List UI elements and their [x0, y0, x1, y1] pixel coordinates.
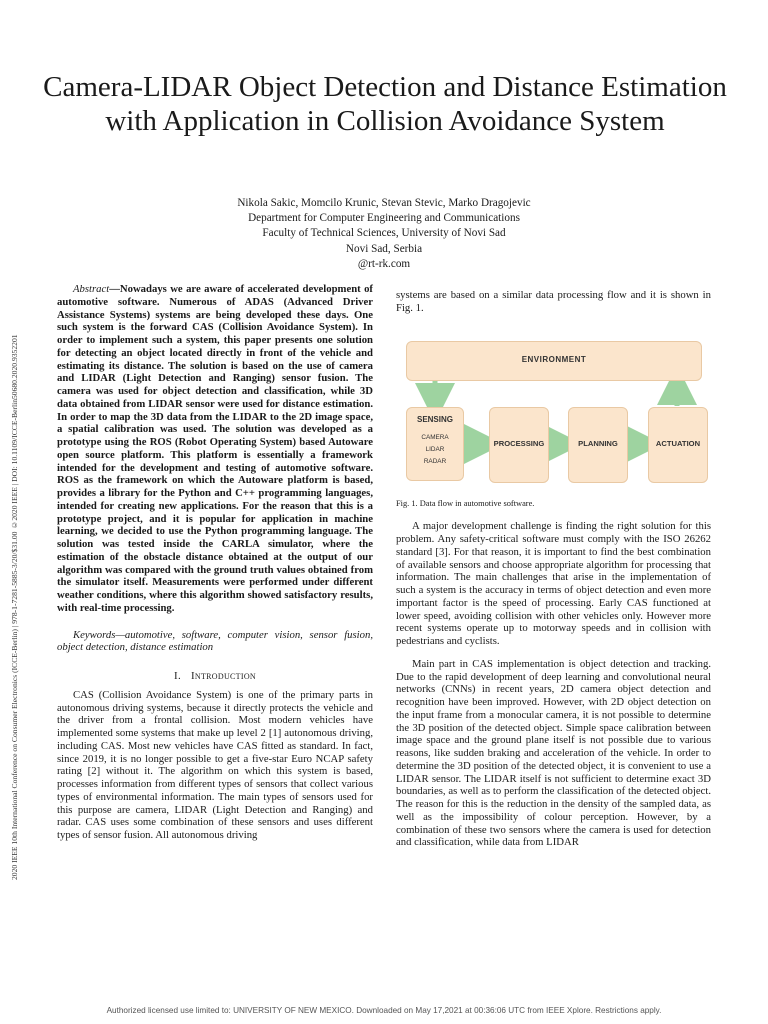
paper-title: Camera-LIDAR Object Detection and Distance Estimation with Application in Collision Avoidance System — [43, 71, 727, 137]
abstract — [57, 283, 373, 615]
author-email: @rt-rk.com — [357, 257, 411, 270]
challenge-paragraph: A major development challenge is finding the right solution for this problem. Any safety-critical software must comply with the ISO 26262 standard [3]. For that reason, it is important to find the best combination of available sensors and choose appropriate algorithm for processing that information. The main challenges that arise in the implementation of such a system is the accuracy in terms of object detection and even more important factor is the speed of processing. Early CAS functioned at lower speed, avoiding collision with other vehicles only. However more recent systems operate up to motorway speeds and in collision with pedestrians and cyclists. — [396, 520, 711, 647]
box-environment: ENVIRONMENT — [406, 341, 702, 381]
author-block — [100, 196, 668, 272]
author-faculty: Faculty of Technical Sciences, University of Novi Sad — [262, 227, 506, 240]
right-column — [396, 289, 711, 849]
figure-caption: Fig. 1. Data flow in automotive software. — [396, 498, 535, 508]
intro-paragraph: CAS (Collision Avoidance System) is one of the primary parts in autonomous driving systems, because it directly protects the vehicle and the driver from a frontal collision. Most modern vehicles have implemented some systems that make up level 2 [1] autonomous driving, including CAS. Most new vehicles have CAS fitted as standard. In fact, since 2019, it is no longer possible to get a five-star Euro NCAP safety rating [2] without it. The algorithm on which this system is based, processes information from different types of sensors that collect various types of environmental information. The main types of sensors used for this purpose are camera, LIDAR (Light Detection and Ranging) and radar. CAS uses some combination of these sensors and uses different types of sensor fusion. All autonomous driving — [57, 688, 373, 841]
box-sensing — [406, 407, 464, 481]
sensor-radar: RADAR — [423, 458, 447, 466]
left-column — [57, 283, 373, 842]
abstract-text: Nowadays we are aware of accelerated development of automotive software. Numerous of ADAS (Advanced Driver Assistance Systems) systems are being developed these days. One such system is the forward CAS (Collision Avoidance System). In order to implement such a system, this paper presents one solution for detecting an object located directly in front of the vehicle and estimating its distance. The solution is based on the use of camera and LIDAR (Light Detection and Ranging) sensor fusion. The camera was used for object detection and classification, while 3D data obtained from LIDAR sensor were used for distance estimation. In order to map the 3D data from the LIDAR to the 2D image space, a spatial calibration was used. The solution was developed as a prototype using the ROS (Robot Operating System) based Autoware open source platform. This platform is essentially a framework intended for the development and testing of automotive software. ROS as the framework on which the Autoware platform is based, provides a library for the Python and C++ programming languages, intended for creating new applications. For the reason that this is a prototype project, and it is popular for application in machine learning, we decided to use the Python programming language. The solution was tested inside the CARLA simulator, where the estimation of the obstacle distance obtained at the output of our algorithm was compared with the ground truth values obtained from the simulator itself. Measurements were performed under different weather conditions, where this algorithm showed satisfactory results, with real-time processing. — [57, 283, 373, 614]
section-number: I. — [174, 670, 181, 682]
section-title: Introduction — [190, 670, 256, 682]
license-footer: Authorized licensed use limited to: UNIVERSITY OF NEW MEXICO. Downloaded on May 17,2021 at 00:36:06 UTC from IEEE Xplore. Restrictions apply. — [106, 1006, 662, 1015]
doi-side-note: 2020 IEEE 10th International Conference on Consumer Electronics (ICCE-Berlin) | 978-1-7281-5885-3/20/$31.00 ©2020 IEEE | DOI: 10.1109/ICCE-Berlin50680.2020.9352201 — [10, 334, 19, 880]
abstract-label: Abstract — [73, 283, 110, 295]
sensor-camera: CAMERA — [421, 434, 449, 442]
continued-paragraph: systems are based on a similar data processing flow and it is shown in Fig. 1. — [396, 289, 711, 314]
section-heading-introduction — [57, 670, 373, 683]
box-actuation: ACTUATION — [648, 407, 708, 483]
figure-data-flow — [396, 331, 711, 476]
author-department: Department for Computer Engineering and Communications — [248, 212, 520, 225]
author-names: Nikola Sakic, Momcilo Krunic, Stevan Stevic, Marko Dragojevic — [237, 197, 531, 209]
box-processing: PROCESSING — [489, 407, 549, 483]
author-city: Novi Sad, Serbia — [345, 242, 423, 255]
keywords: Keywords—automotive, software, computer vision, sensor fusion, object detection, distance estimation — [57, 628, 373, 654]
sensor-lidar: LIDAR — [425, 446, 445, 454]
detection-paragraph: Main part in CAS implementation is object detection and tracking. Due to the rapid development of deep learning and convolutional neural networks (CNNs) in recent years, 2D camera object detection and recognition have been improved. However, with 2D object detection on the input frame from a monocular camera, it is not possible to determine the 3D position of the detected object. Simple space calibration between image space and the ground plane itself is not possible due to various reasons, like sudden braking and acceleration of the vehicle. In order to determine the 3D position of the detected object, it is convenient to use a LIDAR sensor. The LIDAR itself is not sufficient to determine exact 3D boundaries, as well as to perform the classification of the detected object. The reason for this is the reduction in the density of the sampled data, as well as the impossibility of colour perception. However, by a combination of these two sensors where the camera is used for detection and classification, while data from LIDAR — [396, 657, 711, 849]
sensing-label: SENSING — [416, 414, 453, 424]
box-planning: PLANNING — [568, 407, 628, 483]
abstract-dash: — — [109, 283, 120, 295]
